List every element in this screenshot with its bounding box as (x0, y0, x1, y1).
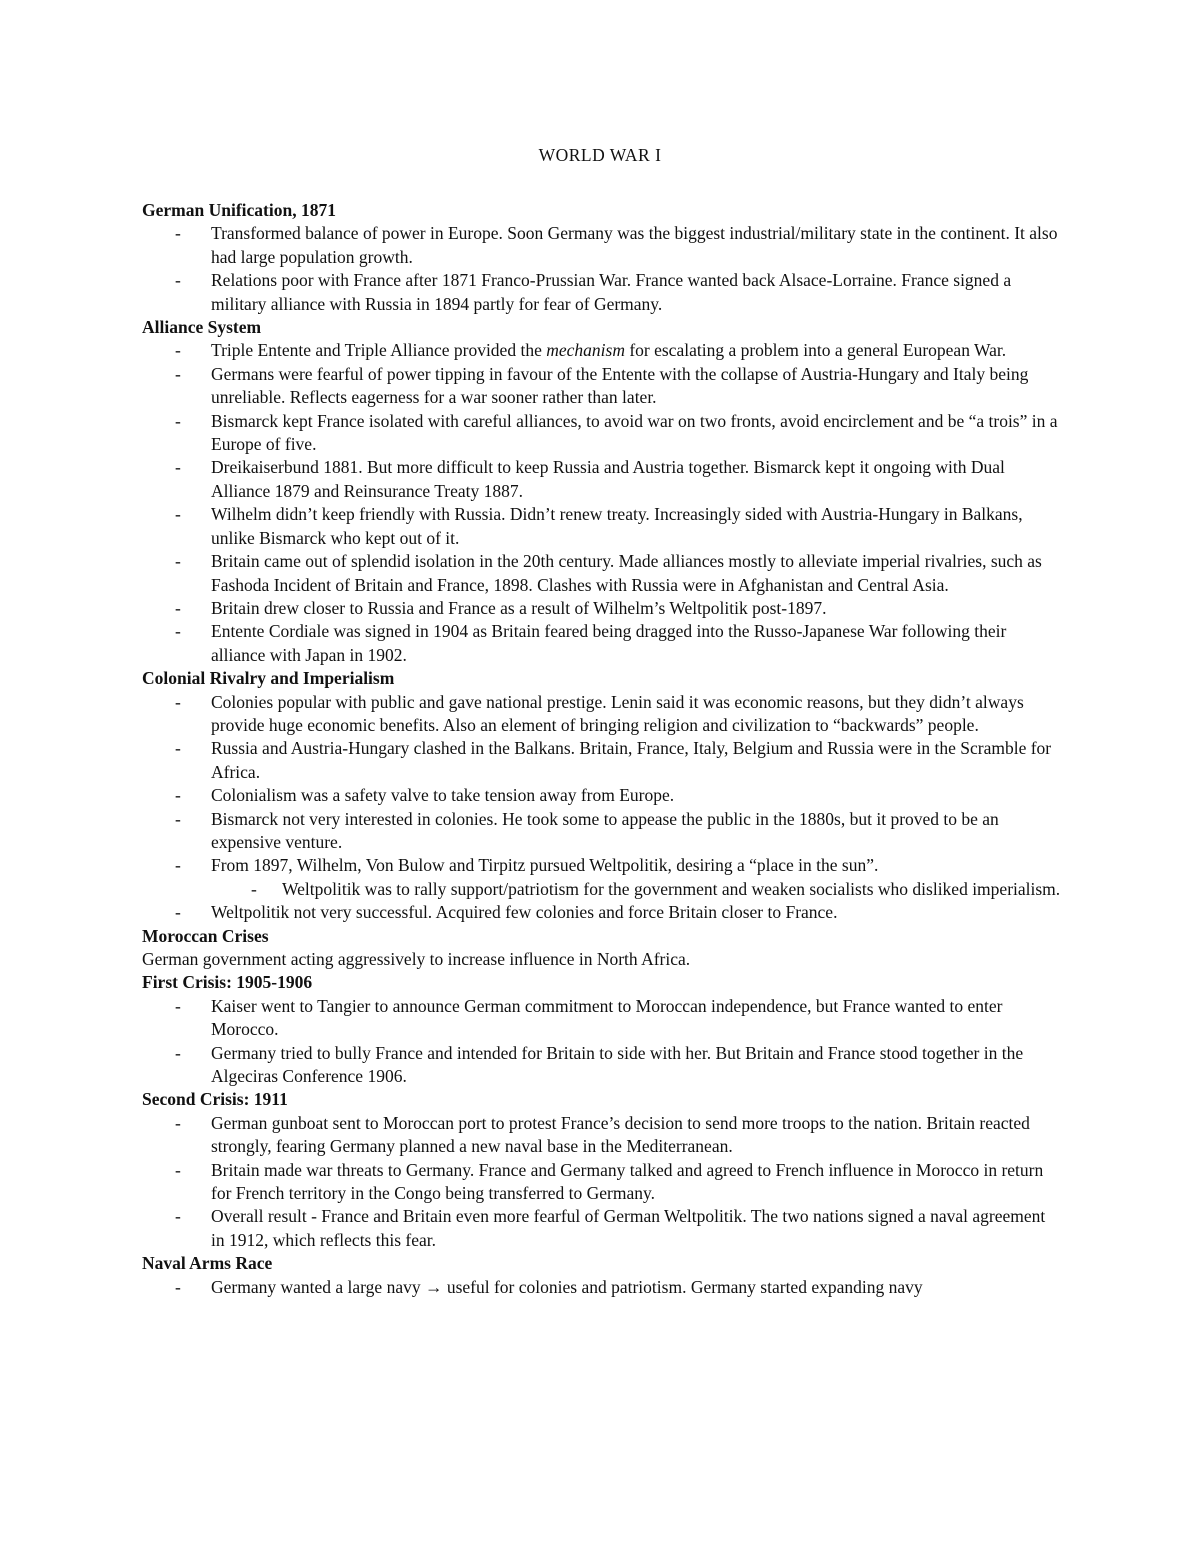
list-item: - Britain made war threats to Germany. France and Germany talked and agreed to French influence in Morocco in return for French territory in the Congo being transferred to Germany. (175, 1159, 1044, 1204)
list-item: - Wilhelm didn’t keep friendly with Russia. Didn’t renew treaty. Increasingly sided with Austria-Hungary in Balkans, unlike Bismarck who kept out of it. (175, 504, 1023, 548)
list-item: - Germany wanted a large navy → useful for colonies and patriotism. Germany started expanding navy (142, 1276, 1062, 1299)
bullet-list (142, 1112, 1062, 1252)
bullet-dash: - (175, 551, 181, 572)
bullet-dash: - (175, 855, 181, 876)
list-item: - Colonies popular with public and gave national prestige. Lenin said it was economic reasons, but they didn’t always provide huge economic benefits. Also an element of bringing religion and civilization to “backwards” people. (175, 691, 1024, 735)
bullet-dash: - (175, 1206, 181, 1227)
list-item: - Colonialism was a safety valve to take tension away from Europe. (142, 784, 1062, 807)
bullet-dash: - (175, 504, 181, 525)
bullet-dash: - (175, 808, 181, 829)
list-item: - Relations poor with France after 1871 Franco-Prussian War. France wanted back Alsace-Lorraine. France signed a military alliance with Russia in 1894 partly for fear of Germany. (175, 270, 1012, 314)
sub-list-item: - Weltpolitik was to rally support/patriotism for the government and weaken socialists who disliked imperialism. (211, 878, 1062, 901)
list-item: - From 1897, Wilhelm, Von Bulow and Tirpitz pursued Weltpolitik, desiring a “place in the sun”. - Weltpolitik was to rally support/patriotism for the government and weaken socialists who disliked imperialism. (142, 854, 1062, 901)
bullet-dash: - (175, 995, 181, 1016)
bullet-dash: - (175, 1159, 181, 1180)
list-item: - Bismarck kept France isolated with careful alliances, to avoid war on two fronts, avoid encirclement and be “a trois” in a Europe of five. (175, 410, 1058, 455)
bullet-dash: - (175, 691, 181, 712)
list-item: - Dreikaiserbund 1881. But more difficult to keep Russia and Austria together. Bismarck kept it ongoing with Dual Alliance 1879 and Reinsurance Treaty 1887. (175, 457, 1005, 501)
bullet-dash: - (175, 223, 181, 244)
bullet-dash: - (175, 902, 181, 923)
section-heading: First Crisis: 1905-1906 (142, 972, 313, 993)
bullet-dash: - (175, 270, 181, 291)
bullet-list (142, 691, 1062, 925)
bullet-dash: - (175, 457, 181, 478)
list-item: - Triple Entente and Triple Alliance provided the mechanism for escalating a problem into a general European War. (142, 339, 1062, 362)
list-item: - Russia and Austria-Hungary clashed in the Balkans. Britain, France, Italy, Belgium and Russia were in the Scramble for Africa. (175, 738, 1052, 782)
bullet-dash: - (175, 363, 181, 384)
list-item: - Britain drew closer to Russia and France as a result of Wilhelm’s Weltpolitik post-1897. (142, 597, 1062, 620)
document-body (142, 199, 1062, 1299)
bullet-dash: - (175, 597, 181, 618)
section-heading: Second Crisis: 1911 (142, 1089, 288, 1110)
section-heading: Colonial Rivalry and Imperialism (142, 668, 395, 689)
bullet-dash: - (175, 410, 181, 431)
section-heading: German Unification, 1871 (142, 200, 336, 220)
list-item: - Weltpolitik not very successful. Acquired few colonies and force Britain closer to France. (142, 901, 1062, 924)
bullet-dash: - (175, 785, 181, 806)
list-item: - Germans were fearful of power tipping in favour of the Entente with the collapse of Austria-Hungary and Italy being unreliable. Reflects eagerness for a war sooner rather than later. (175, 363, 1029, 408)
document-title: WORLD WAR I (538, 145, 662, 165)
list-item: - Germany tried to bully France and intended for Britain to side with her. But Britain and France stood together in the Algeciras Conference 1906. (175, 1042, 1024, 1087)
list-item: - Kaiser went to Tangier to announce German commitment to Moroccan independence, but France wanted to enter Morocco. (175, 995, 1003, 1040)
emphasized-word: mechanism (546, 340, 625, 361)
bullet-dash: - (175, 621, 181, 642)
bullet-dash: - (175, 1042, 181, 1063)
bullet-list (142, 1276, 1062, 1299)
bullet-list (142, 995, 1062, 1089)
list-item: - Transformed balance of power in Europe. Soon Germany was the biggest industrial/military state in the continent. It also had large population growth. (175, 223, 1058, 267)
list-item: - Entente Cordiale was signed in 1904 as Britain feared being dragged into the Russo-Japanese War following their alliance with Japan in 1902. (175, 621, 1007, 665)
paragraph: German government acting aggressively to increase influence in North Africa. (142, 949, 691, 969)
bullet-dash: - (175, 1276, 181, 1297)
section-heading: Naval Arms Race (142, 1253, 273, 1274)
section-heading: Moroccan Crises (142, 925, 269, 946)
list-item: - German gunboat sent to Moroccan port to protest France’s decision to send more troops to the nation. Britain reacted strongly, fearing Germany planned a new naval base in the Mediterranean. (175, 1112, 1030, 1157)
bullet-list (142, 339, 1062, 667)
bullet-dash: - (175, 738, 181, 759)
list-item: - Britain came out of splendid isolation in the 20th century. Made alliances mostly to alleviate imperial rivalries, such as Fashoda Incident of Britain and France, 1898. Clashes with Russia were in Afghanistan and Central Asia. (175, 551, 1042, 595)
list-item: - Bismarck not very interested in colonies. He took some to appease the public in the 1880s, but it proved to be an expensive venture. (175, 808, 999, 852)
section-heading: Alliance System (142, 317, 262, 338)
bullet-dash: - (175, 340, 181, 361)
sub-bullet-list (211, 878, 1062, 901)
bullet-dash: - (251, 878, 257, 899)
bullet-dash: - (175, 1112, 181, 1133)
list-item: - Overall result - France and Britain even more fearful of German Weltpolitik. The two nations signed a naval agreement in 1912, which reflects this fear. (175, 1206, 1046, 1250)
bullet-list (142, 222, 1062, 316)
